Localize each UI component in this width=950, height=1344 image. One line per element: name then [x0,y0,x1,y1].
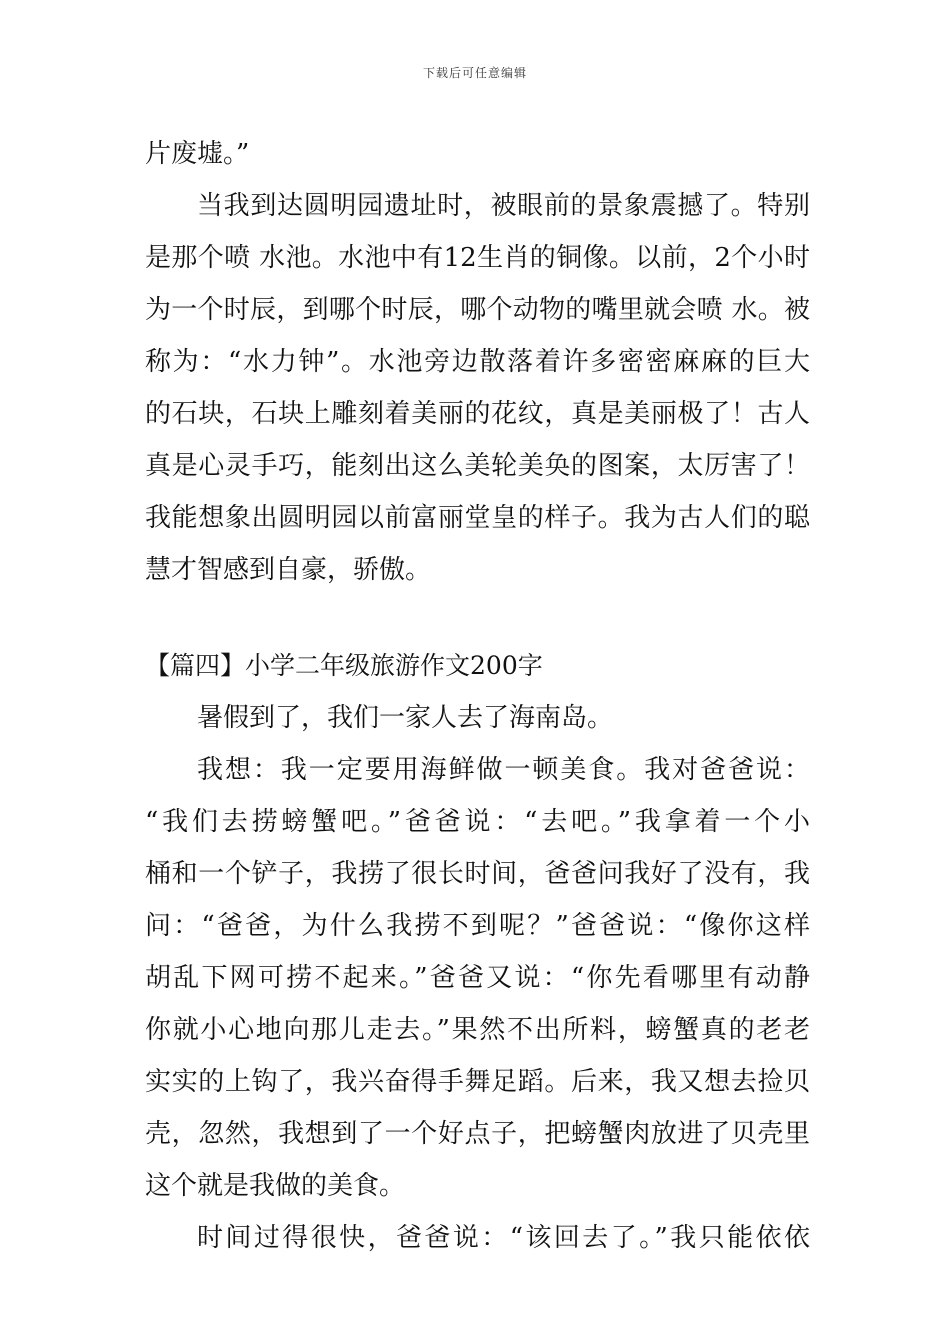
section-gap [145,596,810,640]
text-line: 为一个时辰，到哪个时辰，哪个动物的嘴里就会喷 水。被 [145,295,810,325]
text-line: 胡乱下网可捞不起来。”爸爸又说：“你先看哪里有动静 [145,963,810,993]
text-line: 我能想象出圆明园以前富丽堂皇的样子。我为古人们的聪 [145,503,810,533]
text-line: 我想：我一定要用海鲜做一顿美食。我对爸爸说： [197,755,810,785]
section-heading: 【篇四】小学二年级旅游作文200字 [145,651,543,680]
text-line: 称为：“水力钟”。水池旁边散落着许多密密麻麻的巨大 [145,347,810,377]
text-line: 问：“爸爸，为什么我捞不到呢？”爸爸说：“像你这样 [145,911,810,941]
document-body [145,128,810,1264]
page-header: 下载后可任意编辑 [422,66,527,80]
text-line: “我们去捞螃蟹吧。”爸爸说：“去吧。”我拿着一个小 [145,807,810,837]
text-line: 是那个喷 水池。水池中有12生肖的铜像。以前，2个小时 [145,243,810,273]
text-line: 桶和一个铲子，我捞了很长时间，爸爸问我好了没有，我 [145,859,810,889]
text-line: 暑假到了，我们一家人去了海南岛。 [197,703,614,733]
paragraph-intro [145,692,810,744]
text-line: 当我到达圆明园遗址时，被眼前的景象震撼了。特别 [197,191,810,221]
text-line: 真是心灵手巧，能刻出这么美轮美奂的图案，太厉害了！ [145,451,810,481]
paragraph-continued [145,128,810,180]
text-line: 的石块，石块上雕刻着美丽的花纹，真是美丽极了！古人 [145,399,810,429]
text-line: 实实的上钩了，我兴奋得手舞足蹈。后来，我又想去捡贝 [145,1067,810,1097]
text-line: 这个就是我做的美食。 [145,1171,406,1201]
text-line: 壳，忽然，我想到了一个好点子，把螃蟹肉放进了贝壳里 [145,1119,810,1149]
text-line: 你就小心地向那儿走去。”果然不出所料，螃蟹真的老老 [145,1015,810,1045]
text-line: 时间过得很快，爸爸说：“该回去了。”我只能依依 [197,1223,810,1253]
paragraph-crab [145,744,810,1212]
paragraph-yuanmingyuan [145,180,810,596]
text-line: 慧才智感到自豪，骄傲。 [145,555,432,585]
text-line: 片废墟。” [145,139,250,169]
paragraph-return [145,1212,810,1264]
